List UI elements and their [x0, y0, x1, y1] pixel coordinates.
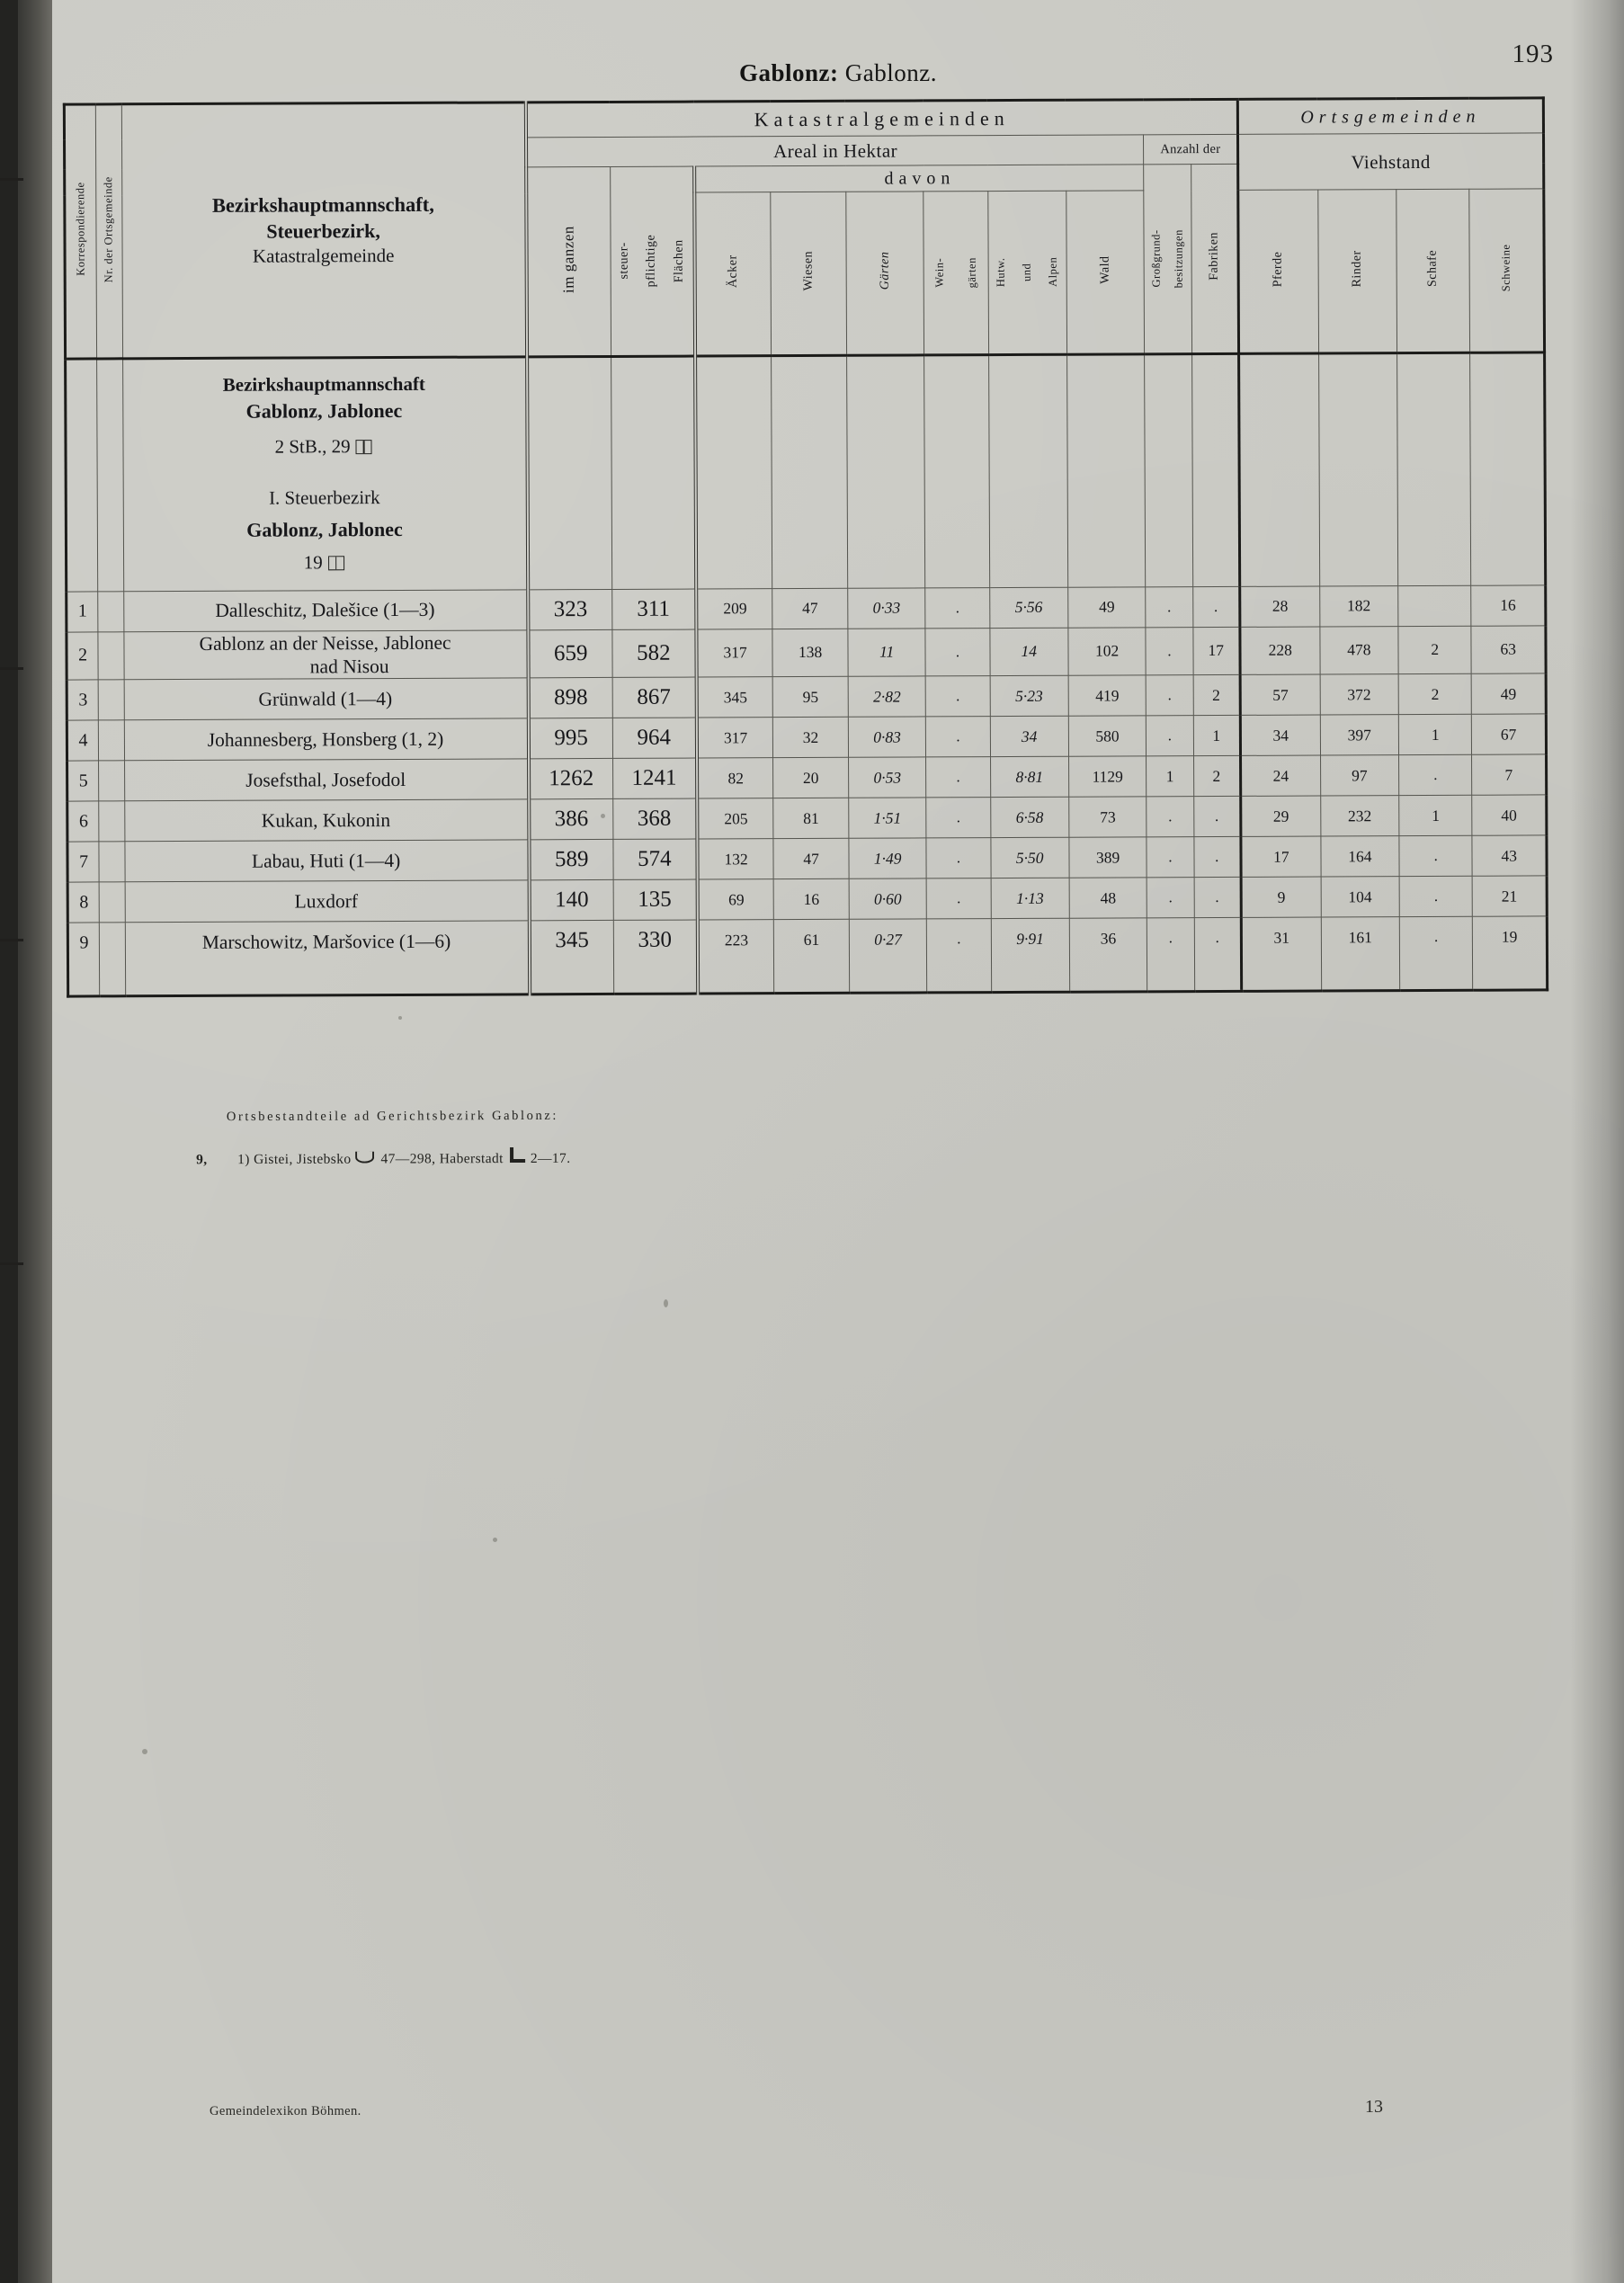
title-blank-wald	[1066, 354, 1146, 587]
scan-tick-2	[0, 667, 23, 670]
header-col-weingaerten	[924, 192, 988, 355]
row-place-name	[124, 629, 529, 679]
header-stub-line2: Steuerbezirk,	[266, 218, 380, 243]
cell-schweine: 49	[1472, 673, 1547, 714]
header-wald-label: Wald	[1098, 255, 1112, 284]
table-row	[67, 754, 1547, 801]
cell-grossgrund: .	[1146, 627, 1192, 675]
row-number-second	[98, 591, 124, 631]
cell-acker: 205	[697, 798, 773, 839]
header-stub-line1: Bezirkshauptmannschaft,	[211, 192, 434, 217]
cell-im_ganzen: 140	[529, 879, 613, 920]
header-col-wald	[1066, 191, 1145, 354]
row-number: 4	[67, 720, 98, 761]
header-group-katastralgemeinden	[525, 99, 1237, 137]
table-body	[67, 585, 1548, 997]
header-steuer-l1: steuer-	[617, 242, 631, 281]
header-hutw-l3: Alpen	[1046, 257, 1059, 288]
cell-wiesen: 20	[773, 757, 849, 798]
cell-hutweiden: 5·23	[990, 675, 1068, 716]
cell-im_ganzen: 659	[528, 629, 612, 678]
title-blank-acker	[695, 356, 772, 589]
cell-gaerten: 0·33	[848, 588, 926, 629]
running-head	[52, 59, 1624, 87]
cell-wiesen: 16	[773, 878, 849, 919]
footer-signature: 13	[1365, 2097, 1383, 2117]
row-place-name: Labau, Huti (1—4)	[125, 840, 530, 882]
cell-pferde: 34	[1240, 715, 1320, 755]
header-wein-l1: Wein-	[933, 257, 947, 288]
cell-hutweiden: 5·56	[989, 587, 1067, 628]
header-steuer-l2: pflichtige	[644, 234, 659, 288]
title-line-1: Bezirkshauptmannschaft	[222, 372, 425, 396]
header-viehstand-label: Viehstand	[1351, 150, 1431, 173]
cell-steuerpfl: 867	[612, 677, 697, 718]
header-davon-label: davon	[884, 168, 956, 189]
title-line-2: Gablonz, Jablonec	[245, 398, 403, 423]
row-number-second	[99, 801, 125, 842]
header-acker-label: Äcker	[726, 254, 740, 289]
note-entry-prefix: 1) Gistei, Jistebsko	[237, 1151, 352, 1168]
header-col-schafe	[1396, 189, 1470, 352]
row-place-name: Dalleschitz, Dalešice (1—3)	[123, 589, 528, 631]
cell-steuerpfl: 368	[612, 798, 697, 839]
title-line-6-text: 19	[303, 550, 323, 574]
main-table-wrapper	[65, 100, 1547, 994]
title-block-text	[123, 358, 526, 591]
cell-fabriken: .	[1193, 796, 1241, 836]
row-number-second	[99, 761, 125, 801]
page-edge-shadow	[1570, 0, 1624, 2283]
table-row	[67, 795, 1547, 842]
header-fabriken-label: Fabriken	[1207, 232, 1221, 281]
row-number: 9	[67, 923, 100, 996]
cell-rinder: 478	[1319, 626, 1398, 674]
title-blank-fabriken	[1191, 353, 1240, 586]
cell-schweine: 43	[1472, 835, 1547, 876]
row-number: 3	[67, 680, 98, 720]
cell-fabriken: .	[1193, 836, 1241, 877]
row-number-second	[98, 631, 124, 680]
row-number-second	[100, 923, 126, 996]
cell-schafe: .	[1399, 754, 1473, 795]
row-place-name: Marschowitz, Maršovice (1—6)	[125, 921, 530, 996]
cell-hutweiden: 9·91	[991, 918, 1070, 992]
cell-acker: 317	[696, 629, 772, 677]
row-number-second	[99, 882, 125, 923]
header-davon	[694, 165, 1144, 192]
table-row	[67, 835, 1547, 882]
row-place-name-line2: nad Nisou	[309, 655, 389, 678]
cell-schafe: 1	[1399, 795, 1473, 835]
title-line-4: I. Steuerbezirk	[268, 486, 380, 509]
title-line-3-text: 2 StB., 29	[274, 435, 351, 458]
notes-block	[196, 1106, 1365, 1169]
scan-tick-3	[0, 939, 23, 941]
scan-gutter-inner	[0, 0, 18, 2283]
cell-im_ganzen: 386	[529, 798, 613, 839]
header-group-katastral-label: Katastralgemeinden	[754, 107, 1010, 131]
cell-grossgrund: .	[1146, 586, 1192, 627]
cell-grossgrund: 1	[1147, 756, 1193, 797]
title-block-cell	[122, 357, 528, 592]
cell-schweine: 19	[1473, 916, 1548, 990]
title-blank-schweine	[1470, 352, 1546, 585]
cell-schafe: .	[1399, 876, 1473, 916]
cell-schweine: 7	[1472, 754, 1547, 795]
title-blank-pferde	[1239, 353, 1320, 586]
cell-rinder: 232	[1320, 796, 1399, 836]
title-blank-schafe	[1397, 352, 1472, 585]
header-gross-l1: Großgrund-	[1149, 229, 1163, 288]
cell-schweine: 67	[1472, 714, 1547, 754]
header-gaerten-label: Gärten	[878, 251, 892, 290]
cell-schafe: 2	[1398, 673, 1472, 714]
cell-steuerpfl: 964	[612, 718, 697, 758]
scan-speck	[142, 1749, 147, 1754]
cell-im_ganzen: 345	[529, 920, 613, 994]
header-wiesen-label: Wiesen	[801, 251, 816, 291]
header-stub-text	[122, 185, 524, 275]
page-number: 193	[1512, 40, 1554, 68]
row-number: 7	[67, 842, 99, 882]
cell-hutweiden: 1·13	[991, 878, 1069, 918]
cell-hutweiden: 5·50	[991, 837, 1069, 878]
cell-wiesen: 32	[773, 717, 849, 757]
row-place-name-line1: Gablonz an der Neisse, Jablonec	[199, 631, 451, 655]
cell-rinder: 372	[1320, 674, 1399, 715]
cell-steuerpfl: 582	[612, 629, 697, 678]
scan-speck	[664, 1299, 668, 1307]
cell-wald: 389	[1069, 837, 1147, 878]
header-col-rinder	[1317, 190, 1396, 353]
cell-pferde: 29	[1241, 796, 1321, 836]
cell-wald: 102	[1068, 627, 1147, 675]
row-number: 6	[67, 801, 99, 842]
header-group-ortsgemeinden	[1237, 98, 1543, 134]
row-place-name: Josefsthal, Josefodol	[124, 759, 529, 801]
cell-gaerten: 1·51	[849, 798, 927, 838]
cell-schweine: 16	[1471, 585, 1546, 626]
cell-im_ganzen: 995	[528, 718, 612, 758]
cell-grossgrund: .	[1147, 918, 1194, 992]
square-bracket-icon	[328, 556, 344, 570]
cell-fabriken: 1	[1193, 715, 1241, 755]
header-col-acker	[694, 192, 772, 356]
cell-pferde: 17	[1241, 836, 1321, 877]
cell-grossgrund: .	[1147, 797, 1193, 837]
row-place-name: Kukan, Kukonin	[124, 799, 529, 842]
cell-schweine: 63	[1471, 626, 1546, 674]
cell-im_ganzen: 1262	[529, 758, 613, 798]
note-entry-suffix: 2—17.	[530, 1150, 571, 1166]
table-row	[67, 714, 1546, 761]
title-blank-wiesen	[772, 355, 848, 588]
row-place-name: Grünwald (1—4)	[124, 678, 529, 720]
row-number: 5	[67, 761, 99, 801]
header-wein-l2: gärten	[965, 257, 978, 289]
cell-wald: 36	[1069, 918, 1147, 992]
header-areal	[526, 135, 1145, 167]
cell-im_ganzen: 898	[528, 677, 612, 718]
running-head-rest: Gablonz.	[838, 59, 937, 86]
scan-speck	[398, 1016, 402, 1020]
cell-wald: 580	[1068, 716, 1147, 756]
cell-pferde: 9	[1241, 877, 1321, 917]
corner-symbol-icon	[510, 1147, 525, 1163]
cell-im_ganzen: 589	[529, 839, 613, 879]
table-row	[67, 585, 1546, 632]
header-nr-label-2: Nr. der Ortsgemeinde	[102, 175, 116, 282]
header-im-ganzen-label: im ganzen	[559, 225, 577, 293]
header-nr-col	[64, 104, 96, 359]
cell-wiesen: 61	[774, 919, 850, 993]
header-gross-l2: besitzungen	[1172, 229, 1185, 289]
header-nr-label-1: Korrespondierende	[74, 182, 87, 277]
cell-rinder: 164	[1320, 836, 1399, 877]
cell-rinder: 182	[1319, 585, 1398, 626]
cell-fabriken: .	[1194, 917, 1242, 991]
header-hutw-l2: und	[1020, 263, 1033, 282]
header-col-wiesen	[771, 192, 846, 355]
scan-tick-4	[0, 1262, 23, 1265]
cell-wald: 1129	[1068, 756, 1147, 797]
cell-hutweiden: 8·81	[990, 756, 1068, 797]
cell-weingaerten: .	[926, 717, 990, 757]
row-place-name: Johannesberg, Honsberg (1, 2)	[124, 718, 529, 761]
header-schweine-label: Schweine	[1499, 244, 1513, 292]
cell-gaerten: 1·49	[849, 838, 927, 878]
header-stub-col	[121, 103, 527, 359]
header-group-orts-label: Ortsgemeinden	[1300, 106, 1481, 128]
cell-gaerten: 0·83	[848, 717, 926, 757]
cell-weingaerten: .	[926, 676, 990, 717]
table-row	[67, 626, 1546, 681]
row-number: 1	[67, 592, 98, 632]
cell-weingaerten: .	[925, 587, 989, 628]
header-col-schweine	[1469, 189, 1544, 352]
cell-wald: 73	[1068, 797, 1147, 837]
cell-fabriken: .	[1194, 877, 1242, 917]
cell-gaerten: 0·27	[849, 919, 927, 993]
table-row	[67, 876, 1547, 923]
title-nr-cell-2	[97, 359, 124, 592]
cell-rinder: 97	[1320, 755, 1399, 796]
notes-title: Ortsbestandteile ad Gerichtsbezirk Gablonz:	[226, 1108, 559, 1125]
title-blank-gaerten	[846, 355, 925, 588]
header-col-im-ganzen	[526, 166, 611, 356]
header-col-grossgrundbesitzungen	[1144, 165, 1191, 354]
header-col-hutweiden	[987, 191, 1066, 354]
header-hutw-l1: Hutw.	[995, 257, 1008, 288]
cell-schweine: 40	[1472, 795, 1547, 835]
cell-weingaerten: .	[926, 757, 990, 798]
header-col-steuerpflichtige	[610, 166, 695, 356]
cell-pferde: 24	[1241, 755, 1321, 796]
cell-wald: 48	[1069, 878, 1147, 918]
cell-acker: 345	[697, 677, 773, 718]
cell-wiesen: 138	[772, 629, 848, 677]
footer-book-title: Gemeindelexikon Böhmen.	[210, 2104, 361, 2118]
header-col-gaerten	[846, 192, 924, 355]
cell-steuerpfl: 1241	[612, 758, 697, 798]
note-entry-mid: 47—298, Haberstadt	[380, 1151, 504, 1167]
cell-acker: 132	[697, 839, 773, 879]
note-row-ref: 9,	[196, 1152, 208, 1168]
cell-steuerpfl: 311	[611, 589, 696, 629]
cell-fabriken: 2	[1193, 674, 1241, 715]
header-anzahl-der	[1144, 134, 1238, 164]
title-blank-steuerpfl	[611, 356, 696, 589]
cell-schafe: .	[1399, 835, 1473, 876]
cell-weingaerten: .	[927, 919, 992, 993]
gemeindelexikon-table	[63, 96, 1548, 997]
cell-hutweiden: 6·58	[990, 797, 1068, 837]
cell-schafe: 2	[1398, 626, 1472, 674]
title-blank-grossgrund	[1145, 354, 1192, 587]
cell-acker: 317	[697, 718, 773, 758]
cell-wiesen: 81	[773, 798, 849, 838]
cell-wiesen: 47	[772, 588, 848, 629]
cell-gaerten: 0·60	[849, 878, 927, 919]
cell-gaerten: 2·82	[848, 676, 926, 717]
row-number-second	[98, 680, 124, 720]
cell-rinder: 161	[1321, 917, 1400, 991]
header-viehstand	[1238, 133, 1544, 190]
header-steuer-l3: Flächen	[672, 239, 686, 283]
table-row	[67, 916, 1547, 996]
scan-speck	[493, 1538, 497, 1542]
header-rinder-label: Rinder	[1350, 250, 1364, 288]
page-sheet	[52, 0, 1624, 2283]
cell-acker: 209	[696, 588, 772, 629]
square-bracket-icon	[356, 440, 372, 454]
title-nr-cell	[66, 359, 98, 592]
header-nr-col-2	[96, 104, 123, 359]
row-place-name: Luxdorf	[125, 880, 530, 923]
cell-pferde: 57	[1240, 674, 1320, 715]
cell-gaerten: 0·53	[848, 757, 926, 798]
cell-grossgrund: .	[1147, 878, 1194, 918]
cell-steuerpfl: 330	[613, 920, 698, 994]
cell-weingaerten: .	[927, 878, 991, 919]
cell-weingaerten: .	[925, 628, 989, 676]
title-blank-hutweiden	[988, 354, 1067, 587]
cell-hutweiden: 34	[990, 716, 1068, 756]
cell-gaerten: 11	[848, 629, 926, 677]
cell-steuerpfl: 574	[613, 839, 698, 879]
header-schafe-label: Schafe	[1425, 249, 1441, 288]
cell-hutweiden: 14	[990, 628, 1068, 676]
cell-pferde: 28	[1240, 586, 1320, 627]
table-row	[67, 673, 1546, 720]
note-entry	[196, 1145, 1365, 1169]
header-anzahl-label: Anzahl der	[1160, 141, 1221, 157]
cell-pferde: 31	[1241, 917, 1321, 991]
scan-tick-1	[0, 178, 23, 181]
cell-fabriken: .	[1192, 586, 1240, 627]
cell-fabriken: 2	[1193, 755, 1241, 796]
title-line-3	[132, 433, 516, 461]
cell-acker: 69	[698, 879, 774, 920]
cell-rinder: 397	[1320, 715, 1399, 755]
cell-im_ganzen: 323	[528, 589, 612, 629]
cell-weingaerten: .	[926, 838, 990, 878]
title-line-6	[133, 548, 517, 576]
cell-schafe: .	[1399, 916, 1473, 990]
cell-grossgrund: .	[1147, 837, 1193, 878]
title-line-5: Gablonz, Jablonec	[246, 518, 403, 541]
header-areal-label: Areal in Hektar	[772, 139, 898, 163]
header-stub-line3: Katastralgemeinde	[252, 245, 395, 267]
bowl-symbol-icon	[355, 1152, 374, 1164]
title-blank-rinder	[1318, 353, 1398, 586]
header-col-fabriken	[1191, 164, 1238, 353]
cell-grossgrund: .	[1147, 716, 1193, 756]
cell-acker: 223	[698, 920, 774, 994]
cell-wiesen: 95	[773, 676, 849, 717]
cell-steuerpfl: 135	[613, 879, 698, 920]
row-number: 2	[67, 632, 98, 681]
cell-schweine: 21	[1473, 876, 1548, 916]
cell-wald: 49	[1067, 586, 1146, 627]
cell-schafe	[1398, 585, 1472, 626]
title-blank-im-ganzen	[527, 356, 612, 589]
title-blank-weingaerten	[924, 355, 989, 588]
row-number: 8	[67, 882, 99, 923]
header-col-pferde	[1238, 190, 1318, 353]
header-pferde-label: Pferde	[1271, 251, 1286, 288]
cell-fabriken: 17	[1192, 627, 1240, 675]
row-number-second	[99, 842, 125, 882]
cell-grossgrund: .	[1147, 675, 1193, 716]
cell-rinder: 104	[1321, 877, 1400, 917]
cell-acker: 82	[697, 758, 773, 798]
cell-wald: 419	[1068, 675, 1147, 716]
row-number-second	[99, 720, 125, 761]
cell-schafe: 1	[1398, 714, 1472, 754]
running-head-bold: Gablonz:	[739, 59, 839, 86]
cell-wiesen: 47	[773, 838, 849, 878]
cell-weingaerten: .	[926, 798, 990, 838]
title-block-row	[66, 352, 1546, 592]
cell-pferde: 228	[1240, 627, 1320, 675]
